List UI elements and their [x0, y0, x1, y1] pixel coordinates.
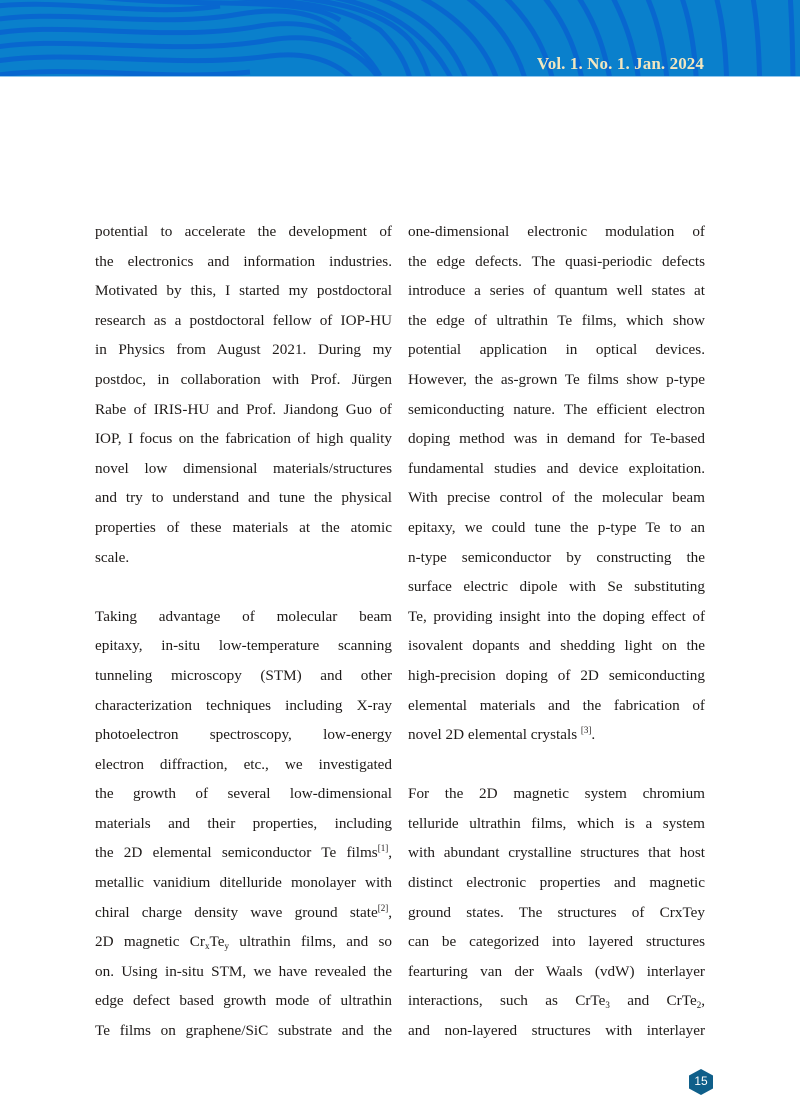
text-line: ground states. The structures of CrxTey	[408, 903, 705, 921]
left-column	[95, 217, 392, 1046]
paragraph-te-doping	[408, 217, 705, 750]
journal-header-band	[0, 0, 800, 77]
text-line: the edge defects. The quasi-periodic defects	[408, 252, 705, 270]
text-line: Te, providing insight into the doping effect of	[408, 607, 705, 625]
punctuation: .	[591, 726, 596, 744]
text-line: surface electric dipole with Se substituting	[408, 578, 705, 596]
text-line: and non-layered structures with interlayer	[408, 1022, 705, 1040]
punctuation: ,	[388, 844, 392, 862]
line-text: ultrathin films, and so	[228, 933, 392, 951]
text-line: fundamental studies and device exploitation.	[408, 459, 705, 477]
text-line: fearturing van der Waals (vdW) interlayer	[408, 962, 705, 980]
text-line: electron diffraction, etc., we investigated	[95, 755, 392, 773]
subscript-2: 2	[696, 1000, 702, 1011]
line-text: novel 2D elemental crystals	[408, 726, 581, 744]
text-line: on. Using in-situ STM, we have revealed the	[95, 962, 392, 980]
text-line: semiconducting nature. The efficient electron	[408, 400, 705, 418]
text-line: introduce a series of quantum well states at	[408, 282, 705, 300]
line-text: the 2D elemental semiconductor Te films	[95, 844, 378, 862]
text-line: can be categorized into layered structures	[408, 933, 705, 951]
text-line: high-precision doping of 2D semiconducting	[408, 666, 705, 684]
text-line	[408, 720, 705, 750]
citation-ref-2[interactable]: [2]	[377, 902, 389, 913]
text-line: epitaxy, we could tune the p-type Te to an	[408, 518, 705, 536]
text-line: photoelectron spectroscopy, low-energy	[95, 726, 392, 744]
citation-ref-1[interactable]: [1]	[377, 843, 389, 854]
paragraph-gap	[95, 572, 392, 602]
text-line: properties of these materials at the atomic	[95, 518, 392, 536]
page-number-badge	[688, 1068, 714, 1096]
text-line: novel low dimensional materials/structures	[95, 459, 392, 477]
text-line: telluride ultrathin films, which is a system	[408, 814, 705, 832]
text-line: one-dimensional electronic modulation of	[408, 223, 705, 240]
line-text: 2D magnetic Cr	[95, 933, 205, 951]
text-line: potential to accelerate the development of	[95, 223, 392, 240]
text-line: postdoc, in collaboration with Prof. Jürgen	[95, 370, 392, 388]
text-line: the growth of several low-dimensional	[95, 785, 392, 803]
text-line: in Physics from August 2021. During my	[95, 341, 392, 359]
citation-ref-3[interactable]: [3]	[580, 725, 592, 736]
text-line: metallic vanidium ditelluride monolayer with	[95, 874, 392, 892]
punctuation: ,	[388, 903, 392, 921]
text-line: For the 2D magnetic system chromium	[408, 785, 705, 803]
text-line: elemental materials and the fabrication of	[408, 696, 705, 714]
subscript-3: 3	[605, 1000, 610, 1011]
paragraph-chromium-telluride	[408, 779, 705, 1045]
text-line: IOP, I focus on the fabrication of high quality	[95, 430, 392, 448]
line-text: interactions, such as CrTe	[408, 992, 606, 1010]
text-line: with abundant crystalline structures that host	[408, 844, 705, 862]
text-line: doping method was in demand for Te-based	[408, 430, 705, 448]
text-line: However, the as-grown Te films show p-type	[408, 370, 705, 388]
text-line: characterization techniques including X-ray	[95, 696, 392, 714]
subscript-x: x	[204, 941, 210, 952]
line-text: chiral charge density wave ground state	[95, 903, 378, 921]
text-line: With precise control of the molecular beam	[408, 489, 705, 507]
paragraph-gap	[408, 750, 705, 780]
text-line	[95, 927, 392, 957]
text-line: distinct electronic properties and magnetic	[408, 874, 705, 892]
subscript-y: y	[224, 941, 229, 952]
text-line: the edge of ultrathin Te films, which show	[408, 311, 705, 329]
text-line	[95, 898, 392, 928]
formula-text: Te	[209, 933, 225, 951]
paragraph-career	[95, 217, 392, 572]
text-line: research as a postdoctoral fellow of IOP-HU	[95, 311, 392, 329]
page-number: 15	[694, 1074, 708, 1088]
paragraph-research	[95, 602, 392, 1046]
text-line: Te films on graphene/SiC substrate and the	[95, 1022, 392, 1040]
text-line: epitaxy, in-situ low-temperature scanning	[95, 637, 392, 655]
text-line: tunneling microscopy (STM) and other	[95, 666, 392, 684]
line-text: and CrTe	[609, 992, 697, 1010]
right-column	[408, 217, 705, 1046]
text-line: Motivated by this, I started my postdoctoral	[95, 282, 392, 300]
text-line: and try to understand and tune the physical	[95, 489, 392, 507]
punctuation: ,	[701, 992, 705, 1010]
text-line: materials and their properties, including	[95, 814, 392, 832]
text-line: potential application in optical devices.	[408, 341, 705, 359]
text-line: Rabe of IRIS-HU and Prof. Jiandong Guo of	[95, 400, 392, 418]
text-line: n-type semiconductor by constructing the	[408, 548, 705, 566]
text-line: scale.	[95, 548, 130, 566]
text-line: Taking advantage of molecular beam	[95, 607, 392, 625]
text-line: the electronics and information industries.	[95, 252, 392, 270]
text-line	[95, 838, 392, 868]
text-line: isovalent dopants and shedding light on the	[408, 637, 705, 655]
text-line	[408, 986, 705, 1016]
issue-label: Vol. 1. No. 1. Jan. 2024	[536, 54, 704, 73]
text-line: edge defect based growth mode of ultrathin	[95, 992, 392, 1010]
